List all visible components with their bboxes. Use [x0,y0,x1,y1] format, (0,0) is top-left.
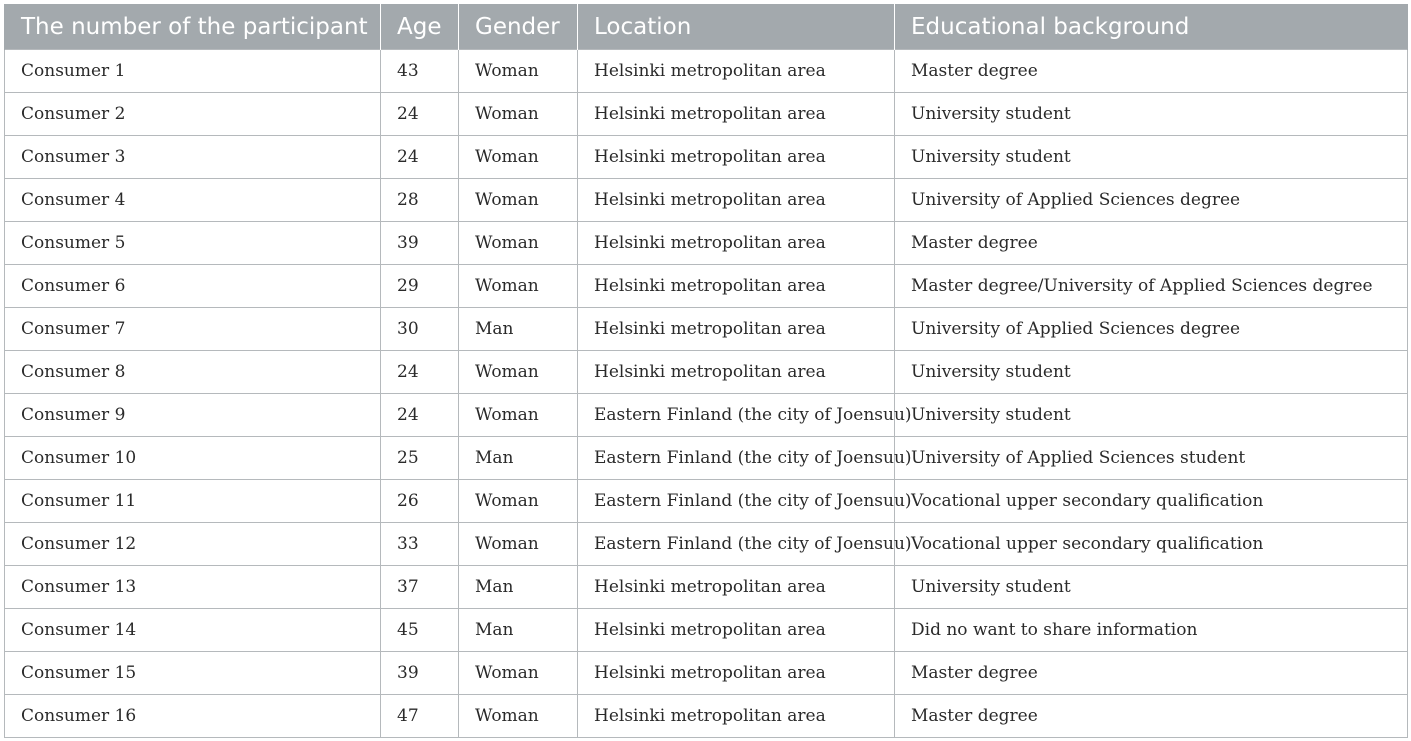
cell-gender: Woman [459,652,578,695]
cell-education: University student [895,93,1408,136]
cell-location: Helsinki metropolitan area [578,93,895,136]
cell-participant: Consumer 12 [5,523,381,566]
cell-gender: Woman [459,179,578,222]
cell-participant: Consumer 4 [5,179,381,222]
table-row [5,351,1408,394]
cell-age: 28 [381,179,459,222]
table-row [5,265,1408,308]
cell-location: Helsinki metropolitan area [578,566,895,609]
header-participant: The number of the participant [5,4,381,50]
cell-location: Eastern Finland (the city of Joensuu) [578,523,895,566]
cell-location: Helsinki metropolitan area [578,265,895,308]
cell-age: 29 [381,265,459,308]
cell-age: 30 [381,308,459,351]
cell-age: 43 [381,50,459,93]
cell-location: Helsinki metropolitan area [578,136,895,179]
cell-gender: Woman [459,394,578,437]
cell-education: Vocational upper secondary qualification [895,523,1408,566]
table-row [5,179,1408,222]
table-row [5,652,1408,695]
cell-participant: Consumer 7 [5,308,381,351]
cell-education: Master degree [895,652,1408,695]
table-row [5,136,1408,179]
header-age: Age [381,4,459,50]
cell-participant: Consumer 11 [5,480,381,523]
cell-education: Master degree [895,222,1408,265]
cell-location: Eastern Finland (the city of Joensuu) [578,437,895,480]
table-row [5,437,1408,480]
cell-location: Helsinki metropolitan area [578,222,895,265]
cell-location: Helsinki metropolitan area [578,179,895,222]
cell-gender: Woman [459,523,578,566]
cell-participant: Consumer 14 [5,609,381,652]
cell-location: Eastern Finland (the city of Joensuu) [578,394,895,437]
cell-education: University of Applied Sciences degree [895,179,1408,222]
table-row [5,480,1408,523]
cell-participant: Consumer 16 [5,695,381,738]
table-row [5,609,1408,652]
cell-participant: Consumer 15 [5,652,381,695]
cell-age: 26 [381,480,459,523]
cell-education: Did no want to share information [895,609,1408,652]
cell-gender: Woman [459,351,578,394]
cell-gender: Woman [459,695,578,738]
cell-gender: Woman [459,265,578,308]
participants-table [4,4,1408,738]
cell-participant: Consumer 5 [5,222,381,265]
cell-participant: Consumer 13 [5,566,381,609]
cell-gender: Woman [459,93,578,136]
cell-age: 24 [381,351,459,394]
cell-participant: Consumer 10 [5,437,381,480]
table-row [5,566,1408,609]
cell-participant: Consumer 2 [5,93,381,136]
table-header-row [5,4,1408,50]
cell-gender: Woman [459,50,578,93]
cell-gender: Woman [459,136,578,179]
cell-participant: Consumer 9 [5,394,381,437]
cell-education: University student [895,566,1408,609]
cell-gender: Man [459,566,578,609]
cell-age: 45 [381,609,459,652]
cell-gender: Woman [459,480,578,523]
cell-location: Helsinki metropolitan area [578,308,895,351]
cell-location: Helsinki metropolitan area [578,652,895,695]
cell-location: Helsinki metropolitan area [578,50,895,93]
cell-age: 39 [381,222,459,265]
cell-location: Helsinki metropolitan area [578,695,895,738]
cell-education: Vocational upper secondary qualification [895,480,1408,523]
cell-location: Helsinki metropolitan area [578,609,895,652]
cell-gender: Man [459,437,578,480]
cell-education: Master degree [895,50,1408,93]
participants-table-container [4,4,1407,738]
cell-age: 24 [381,93,459,136]
cell-participant: Consumer 8 [5,351,381,394]
header-location: Location [578,4,895,50]
table-row [5,50,1408,93]
table-row [5,308,1408,351]
cell-education: Master degree [895,695,1408,738]
cell-education: University of Applied Sciences student [895,437,1408,480]
table-row [5,695,1408,738]
table-row [5,222,1408,265]
cell-participant: Consumer 1 [5,50,381,93]
cell-location: Eastern Finland (the city of Joensuu) [578,480,895,523]
cell-age: 25 [381,437,459,480]
header-educational-background: Educational background [895,4,1408,50]
cell-age: 24 [381,136,459,179]
cell-age: 47 [381,695,459,738]
cell-location: Helsinki metropolitan area [578,351,895,394]
cell-age: 24 [381,394,459,437]
cell-participant: Consumer 6 [5,265,381,308]
cell-participant: Consumer 3 [5,136,381,179]
cell-education: University of Applied Sciences degree [895,308,1408,351]
table-row [5,394,1408,437]
cell-gender: Man [459,609,578,652]
cell-age: 33 [381,523,459,566]
cell-education: University student [895,351,1408,394]
table-row [5,523,1408,566]
cell-education: University student [895,394,1408,437]
cell-age: 39 [381,652,459,695]
cell-age: 37 [381,566,459,609]
cell-gender: Man [459,308,578,351]
cell-education: Master degree/University of Applied Sciences degree [895,265,1408,308]
header-gender: Gender [459,4,578,50]
table-row [5,93,1408,136]
cell-gender: Woman [459,222,578,265]
cell-education: University student [895,136,1408,179]
